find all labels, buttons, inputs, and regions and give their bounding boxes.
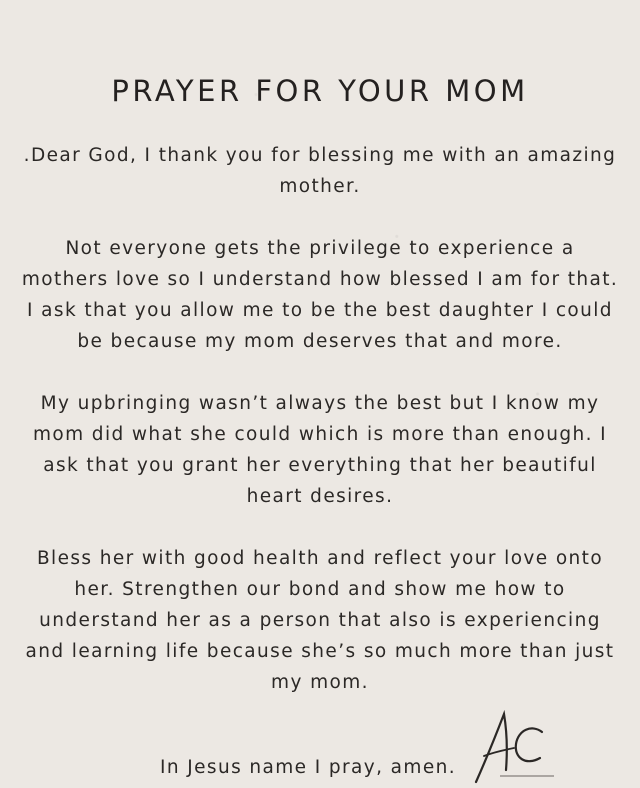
prayer-closing: In Jesus name I pray, amen. bbox=[160, 757, 457, 778]
prayer-paragraph-4: Bless her with good health and reflect your love onto her. Strengthen our bond and show me how to understand her as a person that also is experiencing and learning life because she’s so much more than just my mom. bbox=[25, 548, 615, 693]
prayer-paragraph-1: .Dear God, I thank you for blessing me with an amazing mother. bbox=[23, 145, 617, 197]
prayer-body bbox=[20, 140, 620, 729]
prayer-paragraph-2: Not everyone gets the privilege to experience a mothers love so I understand how blessed I am for that. I ask that you allow me to be the best daughter I could be because my mom deserves that and more. bbox=[21, 238, 619, 352]
prayer-paragraph-3: My upbringing wasn’t always the best but I know my mom did what she could which is more than enough. I ask that you grant her everything that her beautiful heart desires. bbox=[32, 393, 608, 507]
signature-logo bbox=[470, 704, 558, 786]
page-title: PRAYER FOR YOUR MOM bbox=[111, 74, 529, 108]
